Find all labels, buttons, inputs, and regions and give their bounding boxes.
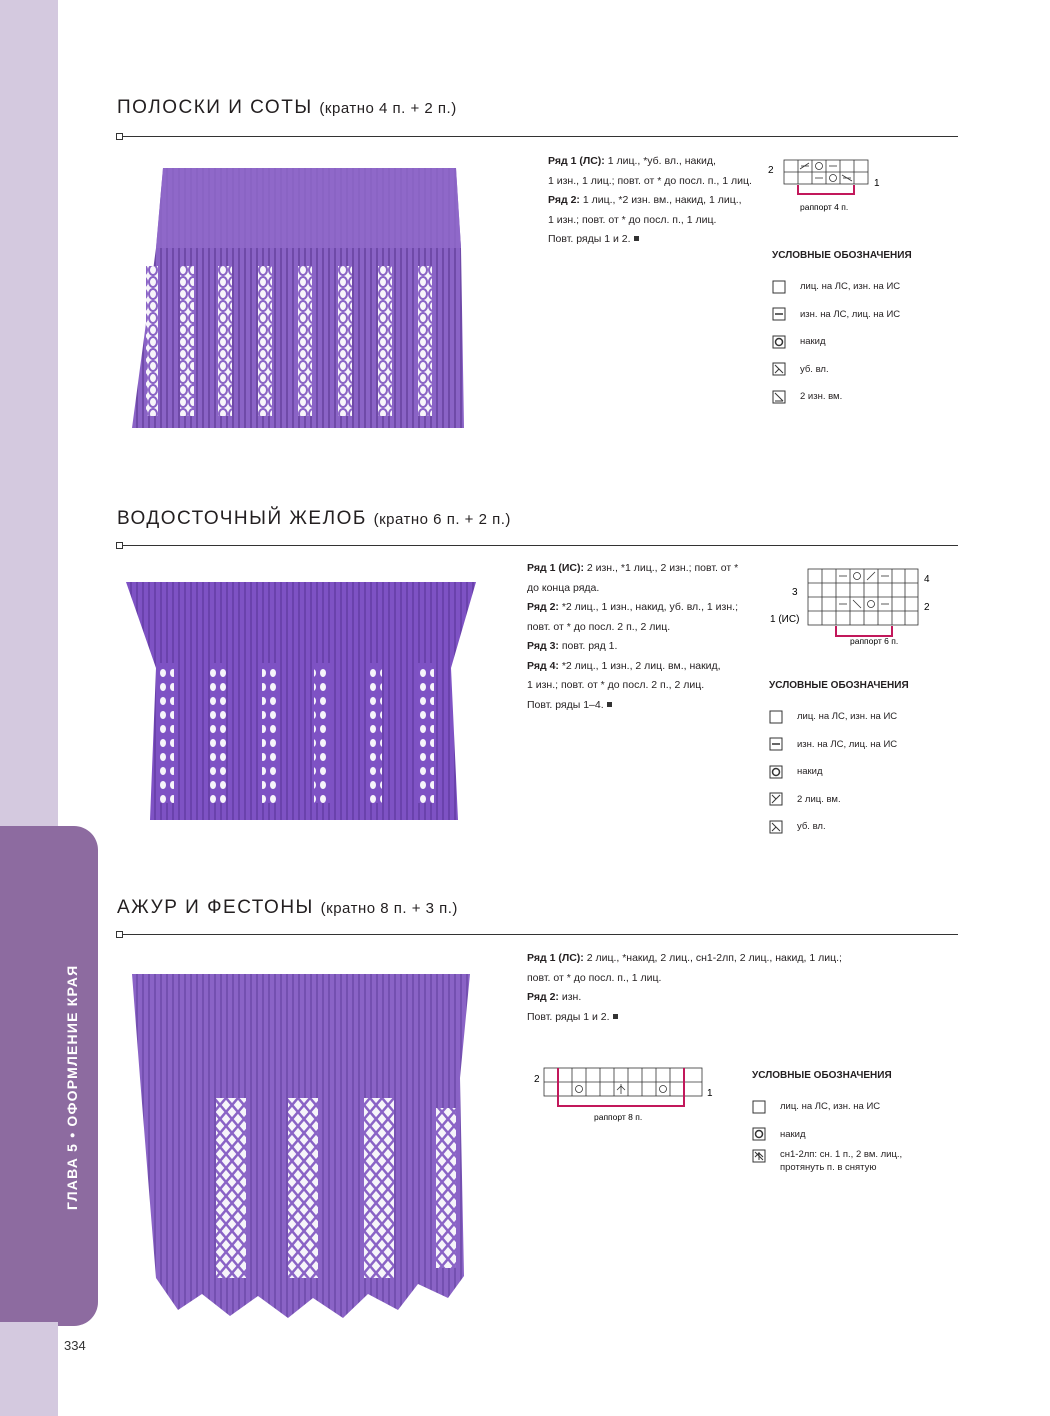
p2tog-icon — [772, 390, 786, 404]
legend-text: 2 изн. вм. — [800, 391, 843, 403]
ssk-icon — [769, 820, 783, 834]
chart-row-number: 2 — [534, 1074, 540, 1085]
repeat-text: Повт. ряды 1 и 2. — [527, 1010, 610, 1023]
symbol-legend — [772, 250, 912, 411]
chart-repeat-label: раппорт 6 п. — [850, 636, 899, 646]
section-heading: ПОЛОСКИ И СОТЫ — [117, 97, 313, 118]
section-rule — [120, 136, 958, 137]
legend-row — [769, 813, 909, 841]
symbol-legend — [752, 1070, 902, 1174]
stitch-multiple: (кратно 4 п. + 2 п.) — [319, 100, 457, 117]
row-label: Ряд 1 (ЛС): — [527, 952, 584, 964]
row-label: Ряд 1 (ЛС): — [548, 155, 605, 167]
section-title — [117, 508, 511, 530]
yarn-over-icon — [772, 335, 786, 349]
legend-row — [772, 273, 912, 301]
chart-row-number: 1 — [874, 178, 880, 189]
legend-text: сн1-2лп: сн. 1 п., 2 вм. лиц., — [780, 1149, 903, 1160]
row-text: 1 изн.; повт. от * до посл. п., 1 лиц. — [548, 213, 717, 226]
legend-title: УСЛОВНЫЕ ОБОЗНАЧЕНИЯ — [752, 1070, 892, 1081]
chart-row-number: 2 — [768, 165, 774, 176]
repeat-text: Повт. ряды 1–4. — [527, 698, 604, 711]
chart-row-number: 4 — [924, 574, 930, 585]
section-rule — [120, 934, 958, 935]
section-title — [117, 897, 458, 919]
knitting-chart — [764, 152, 884, 232]
legend-text: 2 лиц. вм. — [797, 793, 841, 805]
end-mark-icon — [607, 702, 612, 707]
end-mark-icon — [634, 236, 639, 241]
row-text: 2 изн., *1 лиц., 2 изн.; повт. от * — [583, 562, 739, 574]
sidebar-band — [0, 0, 58, 830]
row-text: 1 лиц., *2 изн. вм., накид, 1 лиц., — [579, 194, 742, 206]
row-text: повт. от * до посл. п., 1 лиц. — [527, 971, 662, 984]
legend-text: лиц. на ЛС, изн. на ИС — [797, 711, 898, 723]
legend-title: УСЛОВНЫЕ ОБОЗНАЧЕНИЯ — [769, 680, 909, 691]
legend-text: уб. вл. — [797, 821, 826, 833]
stitch-multiple: (кратно 6 п. + 2 п.) — [373, 511, 511, 528]
chart-repeat-label: раппорт 8 п. — [594, 1112, 643, 1122]
legend-row — [772, 328, 912, 356]
knitting-chart — [766, 564, 946, 654]
yarn-over-icon — [769, 765, 783, 779]
chart-repeat-label: раппорт 4 п. — [800, 202, 849, 212]
chart-row-number: 3 — [792, 587, 798, 598]
row-text: до конца ряда. — [527, 581, 600, 594]
legend-row — [752, 1121, 902, 1149]
legend-row — [769, 786, 909, 814]
row-label: Ряд 3: — [527, 640, 559, 652]
row-text: 1 лиц., *уб. вл., накид, — [604, 155, 716, 167]
ssk-icon — [772, 362, 786, 376]
row-text: 2 лиц., *накид, 2 лиц., сн1-2лп, 2 лиц., накид, 1 лиц.; — [583, 952, 842, 964]
stitch-multiple: (кратно 8 п. + 3 п.) — [320, 900, 458, 917]
swatch-stripes-honeycomb — [118, 156, 478, 456]
legend-text: протянуть п. в снятую — [780, 1162, 877, 1173]
row-label: Ряд 1 (ИС): — [527, 562, 584, 574]
legend-title: УСЛОВНЫЕ ОБОЗНАЧЕНИЯ — [772, 250, 912, 261]
legend-row — [772, 356, 912, 384]
purl-square-icon — [769, 737, 783, 751]
pattern-instructions — [548, 152, 752, 250]
chart-row-number: 2 — [924, 602, 930, 613]
purl-square-icon — [772, 307, 786, 321]
sk1-k2tog-psso-icon — [752, 1149, 766, 1163]
legend-text: накид — [797, 766, 823, 778]
legend-row — [752, 1093, 902, 1121]
row-text: изн. — [558, 991, 582, 1003]
legend-text: изн. на ЛС, лиц. на ИС — [800, 308, 901, 320]
legend-row — [769, 703, 909, 731]
row-text: повт. от * до посл. 2 п., 2 лиц. — [527, 620, 671, 633]
section-heading: ВОДОСТОЧНЫЙ ЖЕЛОБ — [117, 508, 367, 529]
row-text: 1 изн.; повт. от * до посл. 2 п., 2 лиц. — [527, 679, 705, 691]
legend-row — [772, 301, 912, 329]
chart-row-number: 1 (ИС) — [770, 614, 800, 625]
knit-square-icon — [752, 1100, 766, 1114]
legend-row — [752, 1148, 902, 1174]
knit-square-icon — [769, 710, 783, 724]
section-rule — [120, 545, 958, 546]
legend-text: накид — [780, 1128, 806, 1140]
section-title — [117, 97, 457, 119]
legend-row — [772, 383, 912, 411]
legend-text: лиц. на ЛС, изн. на ИС — [780, 1101, 881, 1113]
pattern-instructions — [527, 949, 842, 1027]
pattern-instructions — [527, 559, 738, 715]
knit-square-icon — [772, 280, 786, 294]
k2tog-icon — [769, 792, 783, 806]
row-text: повт. ряд 1. — [558, 640, 618, 652]
row-label: Ряд 2: — [527, 601, 559, 613]
row-text: *2 лиц., 1 изн., накид, уб. вл., 1 изн.; — [558, 601, 738, 613]
legend-row — [769, 758, 909, 786]
legend-text: накид — [800, 336, 826, 348]
legend-row — [769, 731, 909, 759]
page-number: 334 — [64, 1338, 86, 1353]
legend-text: уб. вл. — [800, 363, 829, 375]
sidebar-band-bottom — [0, 1322, 58, 1416]
legend-text: лиц. на ЛС, изн. на ИС — [800, 281, 901, 293]
row-label: Ряд 4: — [527, 659, 559, 672]
chapter-tab — [0, 826, 98, 1326]
row-text: 1 изн., 1 лиц.; повт. от * до посл. п., 1 лиц. — [548, 174, 752, 187]
legend-text: изн. на ЛС, лиц. на ИС — [797, 738, 898, 750]
yarn-over-icon — [752, 1127, 766, 1141]
chart-row-number: 1 — [707, 1088, 713, 1099]
swatch-lace-scallops — [118, 958, 488, 1323]
symbol-legend — [769, 680, 909, 841]
chapter-label: ГЛАВА 5 • ОФОРМЛЕНИЕ КРАЯ — [64, 964, 80, 1210]
swatch-gutter — [118, 568, 488, 848]
section-heading: АЖУР И ФЕСТОНЫ — [117, 897, 314, 918]
row-label: Ряд 2: — [548, 194, 580, 206]
knitting-chart — [530, 1062, 720, 1132]
row-text: *2 лиц., 1 изн., 2 лиц. вм., накид, — [558, 659, 721, 672]
end-mark-icon — [613, 1014, 618, 1019]
row-label: Ряд 2: — [527, 991, 559, 1003]
repeat-text: Повт. ряды 1 и 2. — [548, 233, 631, 245]
